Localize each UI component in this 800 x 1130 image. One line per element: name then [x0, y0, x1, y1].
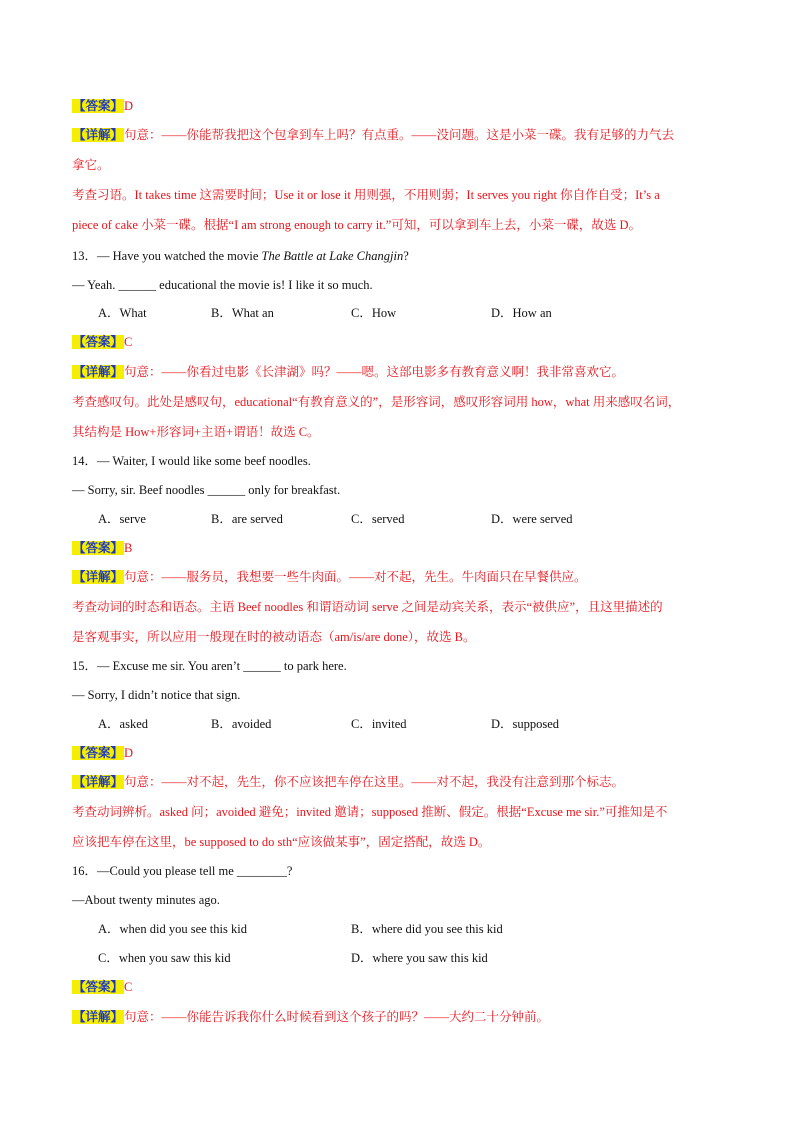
option-b: B．What an [211, 306, 274, 320]
question-line: —About twenty minutes ago. [72, 893, 220, 907]
question-stem-16: 16．—Could you please tell me ________? [72, 864, 293, 878]
answer-tag: 【答案】 [73, 980, 124, 994]
detail-line [72, 569, 587, 585]
detail-tag: 【详解】 [73, 570, 124, 584]
answer-tag: 【答案】 [73, 541, 124, 555]
option-d: D．supposed [491, 717, 560, 731]
answer-line-14 [72, 540, 132, 556]
answer-tag: 【答案】 [73, 335, 124, 349]
option-c: C．when you saw this kid [98, 951, 231, 965]
detail-text: 考查动词辨析。asked 问；avoided 避免；invited 邀请；supposed 推断、假定。根据“Excuse me sir.”可推知是不 [72, 805, 668, 819]
answer-line-16 [72, 979, 132, 995]
option-c: C．invited [351, 717, 407, 731]
answer-value: D [124, 99, 134, 113]
detail-line [72, 774, 624, 790]
question-stem-15: 15．— Excuse me sir. You aren’t ______ to park here. [72, 659, 347, 673]
answer-value: D [124, 746, 134, 760]
movie-title: The Battle at Lake Changjin [261, 249, 404, 263]
detail-text: 是客观事实，所以应用一般现在时的被动语态（am/is/are done），故选 B。 [72, 630, 476, 644]
option-b: B．avoided [211, 717, 272, 731]
answer-tag: 【答案】 [73, 746, 124, 760]
detail-text: 其结构是 How+形容词+主语+谓语！故选 C。 [72, 425, 320, 439]
answer-line-12 [72, 98, 133, 114]
option-d: D．where you saw this kid [351, 951, 488, 965]
detail-text: 句意：——你能告诉我你什么时候看到这个孩子的吗？——大约二十分钟前。 [124, 1010, 550, 1024]
question-line: — Yeah. ______ educational the movie is! I like it so much. [72, 278, 373, 292]
detail-line [72, 364, 624, 380]
detail-text: 拿它。 [72, 158, 110, 172]
detail-text: 句意：——你看过电影《长津湖》吗？——嗯。这部电影多有教育意义啊！我非常喜欢它。 [124, 365, 625, 379]
detail-text: 句意：——你能帮我把这个包拿到车上吗？有点重。——没问题。这是小菜一碟。我有足够的力气去 [124, 128, 675, 142]
answer-value: C [124, 980, 133, 994]
answer-value: C [124, 335, 133, 349]
question-stem-13 [72, 248, 409, 264]
question-line: — Sorry, I didn’t notice that sign. [72, 688, 241, 702]
stem-text: ? [403, 249, 409, 263]
detail-tag: 【详解】 [73, 365, 124, 379]
option-b: B．are served [211, 512, 283, 526]
detail-tag: 【详解】 [73, 128, 124, 142]
answer-value: B [124, 541, 133, 555]
detail-text: 考查习语。It takes time 这需要时间；Use it or lose it 用则强，不用则弱；It serves you right 你自作自受；It’s a [72, 188, 660, 202]
option-a: A．asked [98, 717, 148, 731]
option-d: D．How an [491, 306, 552, 320]
option-a: A．when did you see this kid [98, 922, 247, 936]
detail-text: piece of cake 小菜一碟。根据“I am strong enough to carry it.”可知，可以拿到车上去，小菜一碟，故选 D。 [72, 218, 641, 232]
option-c: C．served [351, 512, 405, 526]
answer-tag: 【答案】 [73, 99, 124, 113]
option-d: D．were served [491, 512, 573, 526]
stem-text: 13．— Have you watched the movie [72, 249, 262, 263]
detail-text: 句意：——对不起，先生，你不应该把车停在这里。——对不起，我没有注意到那个标志。 [124, 775, 625, 789]
option-c: C．How [351, 306, 397, 320]
question-line: — Sorry, sir. Beef noodles ______ only for breakfast. [72, 483, 341, 497]
question-stem-14: 14．— Waiter, I would like some beef noodles. [72, 454, 311, 468]
detail-tag: 【详解】 [73, 775, 124, 789]
option-b: B．where did you see this kid [351, 922, 503, 936]
answer-line-13 [72, 334, 132, 350]
detail-text: 考查感叹句。此处是感叹句，educational“有教育意义的”，是形容词，感叹形容词用 how，what 用来感叹名词， [72, 395, 681, 409]
detail-text: 考查动词的时态和语态。主语 Beef noodles 和谓语动词 serve 之间是动宾关系，表示“被供应”，且这里描述的 [72, 600, 663, 614]
detail-line [72, 127, 674, 143]
detail-text: 应该把车停在这里，be supposed to do sth“应该做某事”，固定搭配，故选 D。 [72, 835, 491, 849]
detail-line [72, 1009, 549, 1025]
option-a: A．serve [98, 512, 146, 526]
detail-text: 句意：——服务员，我想要一些牛肉面。——对不起，先生。牛肉面只在早餐供应。 [124, 570, 587, 584]
answer-line-15 [72, 745, 133, 761]
detail-tag: 【详解】 [73, 1010, 124, 1024]
option-a: A．What [98, 306, 147, 320]
